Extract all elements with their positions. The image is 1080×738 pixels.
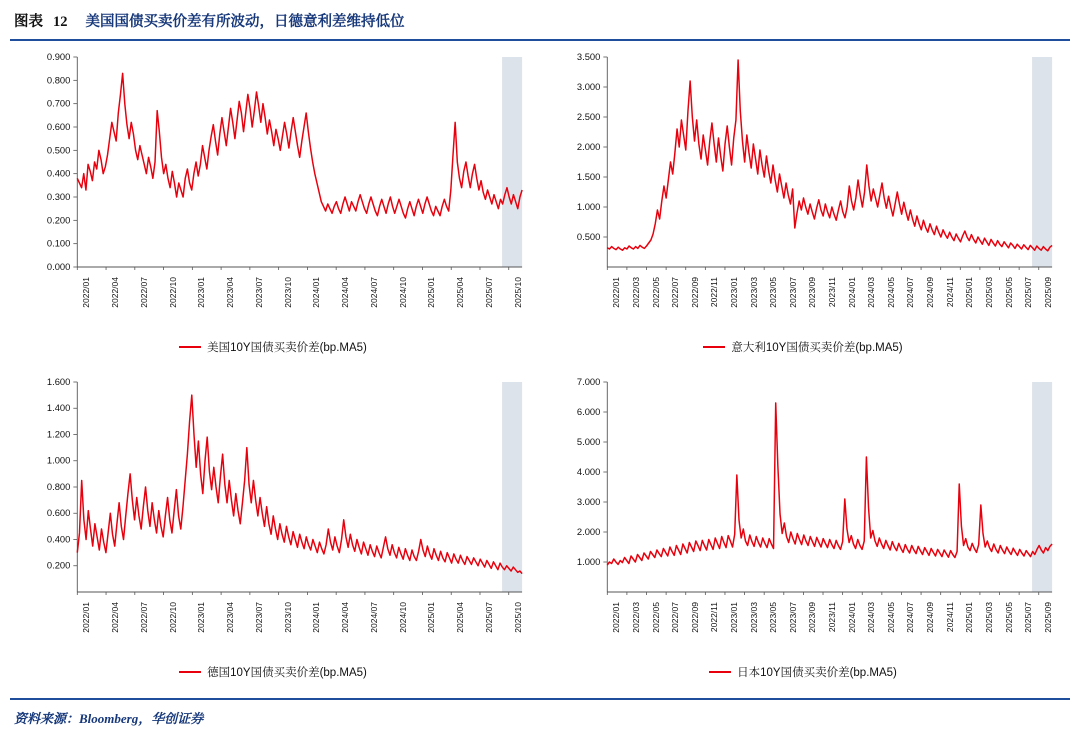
x-tick-label: 2022/07	[138, 602, 149, 633]
y-tick-label: 0.800	[46, 481, 71, 494]
y-tick-label: 0.600	[46, 121, 71, 134]
x-tick-label: 2024/07	[368, 277, 379, 308]
y-tick-label: 1.500	[576, 171, 601, 184]
series-line	[77, 395, 522, 574]
x-tick-label: 2023/01	[728, 277, 739, 308]
x-tick-label: 2022/01	[611, 602, 622, 633]
chart-us-plot	[16, 49, 530, 277]
y-tick-label: 3.000	[576, 81, 601, 94]
x-tick-label: 2023/07	[253, 277, 264, 308]
y-tick-label: 1.400	[46, 403, 71, 415]
x-tick-label: 2025/03	[983, 602, 994, 633]
x-tick-label: 2024/01	[846, 277, 857, 308]
x-tick-label: 2023/03	[748, 277, 759, 308]
x-tick-label: 2022/03	[630, 602, 641, 633]
shade-band	[502, 57, 522, 267]
y-tick-label: 1.600	[46, 376, 71, 389]
x-tick-label: 2023/05	[768, 277, 779, 308]
y-tick-label: 0.300	[46, 191, 71, 204]
x-tick-label: 2024/10	[397, 277, 408, 308]
x-tick-label: 2022/07	[138, 277, 149, 308]
chart-germany-plot	[16, 374, 530, 602]
chart-japan	[540, 368, 1070, 693]
x-tick-label: 2022/01	[611, 277, 622, 308]
x-tick-label: 2024/01	[846, 602, 857, 633]
chart-japan-svg	[546, 374, 1060, 602]
x-tick-label: 2025/07	[1023, 277, 1034, 308]
x-tick-label: 2025/10	[512, 277, 523, 308]
x-tick-label: 2022/10	[167, 277, 178, 308]
x-tick-label: 2025/05	[1003, 602, 1014, 633]
x-tick-label: 2025/04	[455, 277, 466, 308]
x-tick-label: 2022/01	[81, 277, 92, 308]
y-tick-label: 0.500	[46, 145, 71, 157]
x-tick-label: 2022/03	[630, 277, 641, 308]
x-tick-label: 2023/01	[196, 277, 207, 308]
x-tick-label: 2024/07	[368, 602, 379, 633]
x-tick-label: 2023/11	[827, 277, 838, 308]
x-tick-label: 2023/09	[807, 277, 818, 308]
chart-us	[10, 43, 540, 368]
shade-band	[1032, 382, 1052, 592]
x-tick-label: 2022/09	[689, 277, 700, 308]
legend-label: 美国10Y国债买卖价差(bp.MA5)	[207, 342, 367, 354]
x-tick-label: 2025/07	[483, 602, 494, 633]
x-tick-label: 2025/03	[983, 277, 994, 308]
series-line	[77, 73, 522, 218]
x-tick-label: 2024/07	[905, 602, 916, 633]
x-tick-label: 2023/07	[253, 602, 264, 633]
charts-grid	[10, 43, 1070, 693]
x-tick-label: 2023/03	[748, 602, 759, 633]
y-tick-label: 0.800	[46, 75, 71, 87]
x-tick-label: 2022/05	[650, 602, 661, 633]
x-tick-label: 2024/11	[944, 277, 955, 308]
chart-germany-xaxis-labels	[16, 602, 530, 660]
y-tick-label: 1.000	[576, 556, 601, 569]
x-tick-label: 2025/09	[1042, 602, 1053, 633]
legend-swatch-icon	[703, 346, 725, 349]
x-tick-label: 2025/01	[426, 277, 437, 308]
y-tick-label: 6.000	[576, 406, 601, 419]
x-tick-label: 2025/01	[426, 602, 437, 633]
figure-footer	[0, 698, 1080, 738]
chart-us-legend	[16, 339, 530, 355]
y-tick-label: 0.100	[46, 238, 71, 250]
y-tick-label: 0.200	[46, 560, 71, 572]
y-tick-label: 1.000	[576, 201, 601, 214]
x-tick-label: 2024/01	[311, 277, 322, 308]
chart-italy-legend	[546, 339, 1060, 355]
x-tick-label: 2025/07	[483, 277, 494, 308]
y-tick-label: 0.700	[46, 98, 71, 110]
y-tick-label: 1.200	[46, 429, 71, 441]
x-tick-label: 2024/04	[340, 277, 351, 308]
y-tick-label: 0.000	[46, 261, 71, 274]
x-tick-label: 2023/09	[807, 602, 818, 633]
series-line	[607, 403, 1052, 565]
x-tick-label: 2025/01	[964, 277, 975, 308]
x-tick-label: 2023/07	[787, 602, 798, 633]
y-tick-label: 0.500	[576, 231, 601, 244]
chart-japan-plot	[546, 374, 1060, 602]
shade-band	[502, 382, 522, 592]
x-tick-label: 2022/04	[110, 602, 121, 633]
x-tick-label: 2025/10	[512, 602, 523, 633]
y-tick-label: 3.500	[576, 51, 601, 64]
y-tick-label: 0.900	[46, 51, 71, 64]
legend-swatch-icon	[179, 346, 201, 349]
series-line	[607, 60, 1052, 251]
x-tick-label: 2022/07	[670, 277, 681, 308]
figure-header	[0, 0, 1080, 39]
header-divider	[10, 39, 1070, 41]
x-tick-label: 2025/04	[455, 602, 466, 633]
x-tick-label: 2022/04	[110, 277, 121, 308]
legend-swatch-icon	[179, 671, 201, 674]
x-tick-label: 2022/09	[689, 602, 700, 633]
chart-italy-svg	[546, 49, 1060, 277]
x-tick-label: 2024/03	[866, 277, 877, 308]
legend-label: 意大利10Y国债买卖价差(bp.MA5)	[731, 342, 903, 354]
y-tick-label: 7.000	[576, 376, 601, 389]
x-tick-label: 2022/01	[81, 602, 92, 633]
y-tick-label: 0.200	[46, 215, 71, 227]
x-tick-label: 2024/09	[925, 277, 936, 308]
source-note: 资料来源：Bloomberg，华创证券	[14, 711, 204, 726]
chart-italy-xaxis-labels	[546, 277, 1060, 335]
x-tick-label: 2025/05	[1003, 277, 1014, 308]
x-tick-label: 2024/11	[944, 602, 955, 633]
x-tick-label: 2023/04	[225, 602, 236, 633]
x-tick-label: 2025/07	[1023, 602, 1034, 633]
x-tick-label: 2023/05	[768, 602, 779, 633]
x-tick-label: 2025/01	[964, 602, 975, 633]
y-tick-label: 1.000	[46, 455, 71, 467]
x-tick-label: 2022/07	[670, 602, 681, 633]
x-tick-label: 2023/01	[728, 602, 739, 633]
x-tick-label: 2024/05	[885, 602, 896, 633]
x-tick-label: 2023/11	[827, 602, 838, 633]
chart-us-svg	[16, 49, 530, 277]
y-tick-label: 2.000	[576, 141, 601, 154]
chart-japan-legend	[546, 664, 1060, 680]
figure-title: 美国国债买卖价差有所波动，日德意利差维持低位	[85, 14, 405, 30]
figure-label: 图表	[14, 14, 43, 30]
x-tick-label: 2023/10	[282, 277, 293, 308]
chart-japan-xaxis-labels	[546, 602, 1060, 660]
x-tick-label: 2022/11	[709, 602, 720, 633]
x-tick-label: 2023/04	[225, 277, 236, 308]
chart-italy-plot	[546, 49, 1060, 277]
chart-germany-legend	[16, 664, 530, 680]
y-tick-label: 5.000	[576, 436, 601, 449]
chart-germany	[10, 368, 540, 693]
x-tick-label: 2024/09	[925, 602, 936, 633]
x-tick-label: 2024/03	[866, 602, 877, 633]
y-tick-label: 2.500	[576, 111, 601, 124]
x-tick-label: 2022/10	[167, 602, 178, 633]
y-tick-label: 3.000	[576, 496, 601, 509]
legend-label: 日本10Y国债买卖价差(bp.MA5)	[737, 667, 897, 679]
figure-number: 12	[53, 14, 68, 30]
x-tick-label: 2023/10	[282, 602, 293, 633]
chart-us-xaxis-labels	[16, 277, 530, 335]
x-tick-label: 2022/05	[650, 277, 661, 308]
x-tick-label: 2024/10	[397, 602, 408, 633]
x-tick-label: 2024/04	[340, 602, 351, 633]
x-tick-label: 2023/01	[196, 602, 207, 633]
legend-label: 德国10Y国债买卖价差(bp.MA5)	[207, 667, 367, 679]
x-tick-label: 2023/07	[787, 277, 798, 308]
chart-italy	[540, 43, 1070, 368]
y-tick-label: 0.600	[46, 508, 71, 520]
chart-germany-svg	[16, 374, 530, 602]
y-tick-label: 4.000	[576, 466, 601, 479]
legend-swatch-icon	[709, 671, 731, 674]
x-tick-label: 2024/07	[905, 277, 916, 308]
y-tick-label: 0.400	[46, 534, 71, 546]
y-tick-label: 0.400	[46, 168, 71, 180]
x-tick-label: 2024/05	[885, 277, 896, 308]
shade-band	[1032, 57, 1052, 267]
x-tick-label: 2025/09	[1042, 277, 1053, 308]
y-tick-label: 2.000	[576, 526, 601, 539]
x-tick-label: 2022/11	[709, 277, 720, 308]
x-tick-label: 2024/01	[311, 602, 322, 633]
